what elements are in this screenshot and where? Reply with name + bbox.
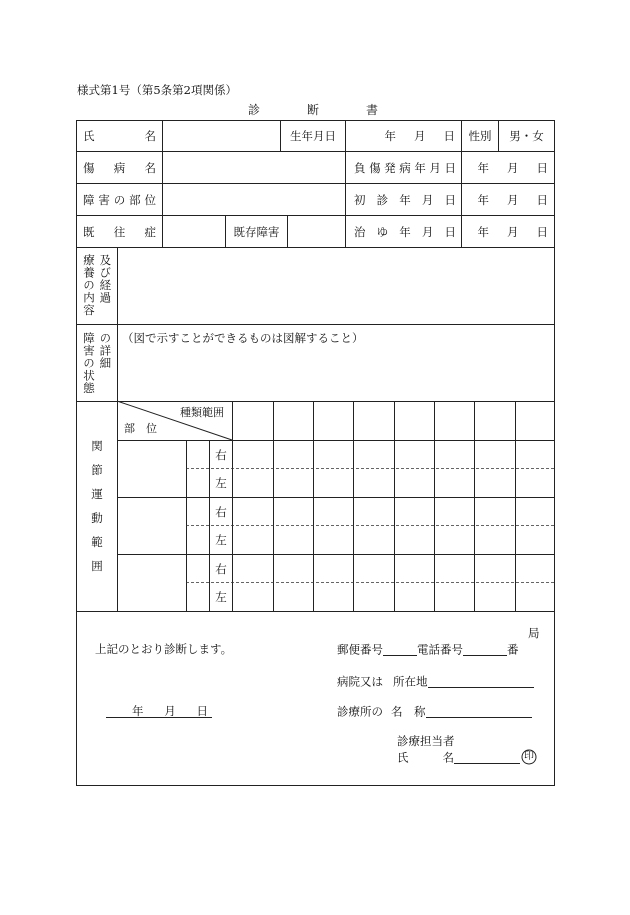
phone-field[interactable] bbox=[463, 644, 507, 656]
detail-note: （図で示すことができるものは図解すること） bbox=[122, 331, 364, 345]
issue-date[interactable]: 年 月 日 bbox=[106, 706, 212, 718]
address-label: 所在地 bbox=[393, 674, 428, 689]
first-visit-label: 初 診 年 月 日 bbox=[354, 192, 456, 207]
name-field-label: 名 称 bbox=[391, 704, 426, 719]
injury-date-field[interactable]: 年 月 日 bbox=[477, 160, 548, 175]
healed-label: 治 ゆ 年 月 日 bbox=[354, 224, 456, 239]
sex-value[interactable]: 男・女 bbox=[509, 129, 544, 143]
left-label: 左 bbox=[215, 590, 227, 604]
phone-label: 電話番号 bbox=[417, 642, 463, 657]
name-field[interactable] bbox=[163, 121, 280, 151]
postal-label: 郵便番号 bbox=[337, 642, 383, 657]
injury-field[interactable] bbox=[163, 152, 345, 183]
postal-field[interactable] bbox=[383, 644, 417, 656]
right-label: 右 bbox=[215, 504, 227, 519]
birth-date-field[interactable]: 年 月 日 bbox=[384, 129, 455, 143]
address-field[interactable] bbox=[428, 676, 534, 688]
history-label: 既 往 症 bbox=[83, 224, 156, 239]
document-title: 診 断 書 bbox=[248, 103, 378, 117]
first-visit-field[interactable]: 年 月 日 bbox=[477, 192, 548, 207]
doctor-label: 診療担当者 bbox=[397, 734, 455, 748]
doctor-name-field[interactable] bbox=[454, 752, 520, 764]
part-header: 部 位 bbox=[124, 422, 157, 435]
detail-label: の詳細 障害の状態 bbox=[82, 332, 113, 395]
right-label: 右 bbox=[215, 561, 227, 576]
contact-line bbox=[337, 644, 519, 656]
right-label: 右 bbox=[215, 447, 227, 462]
doctor-name-line: 氏 名 bbox=[397, 752, 520, 764]
clinic-label: 診療所の bbox=[337, 704, 383, 719]
sex-label: 性別 bbox=[468, 129, 492, 143]
birth-label: 生年月日 bbox=[290, 129, 336, 143]
healed-date-field[interactable]: 年 月 日 bbox=[477, 224, 548, 239]
existing-field[interactable] bbox=[288, 216, 345, 247]
site-field[interactable] bbox=[163, 184, 345, 215]
history-field[interactable] bbox=[163, 216, 225, 247]
site-label: 障 害 の 部 位 bbox=[83, 192, 156, 207]
left-label: 左 bbox=[215, 533, 227, 547]
facility-name-line bbox=[337, 706, 532, 718]
existing-label: 既存障害 bbox=[233, 224, 280, 239]
facility-name-field[interactable] bbox=[426, 706, 532, 718]
detail-field[interactable] bbox=[118, 350, 554, 400]
address-line bbox=[337, 676, 534, 688]
name-label: 氏 名 bbox=[83, 129, 156, 143]
treatment-label: 及び経過 療養の内容 bbox=[82, 254, 113, 317]
treatment-field[interactable] bbox=[118, 248, 554, 324]
seal-mark: 印 bbox=[524, 751, 534, 762]
kyoku-label: 局 bbox=[528, 626, 540, 640]
left-label: 左 bbox=[215, 476, 227, 490]
injury-label: 傷 病 名 bbox=[83, 160, 156, 175]
ban-label: 番 bbox=[507, 642, 519, 657]
form-number: 様式第1号（第5条第2項関係） bbox=[77, 83, 237, 97]
injury-date-label: 負 傷 発 病 年 月 日 bbox=[354, 160, 456, 175]
type-range-header: 種類範囲 bbox=[180, 406, 224, 419]
joint-label: 関 節 運 動 範 囲 bbox=[91, 439, 103, 573]
hospital-label: 病院又は bbox=[337, 674, 383, 689]
statement: 上記のとおり診断します。 bbox=[95, 642, 233, 656]
